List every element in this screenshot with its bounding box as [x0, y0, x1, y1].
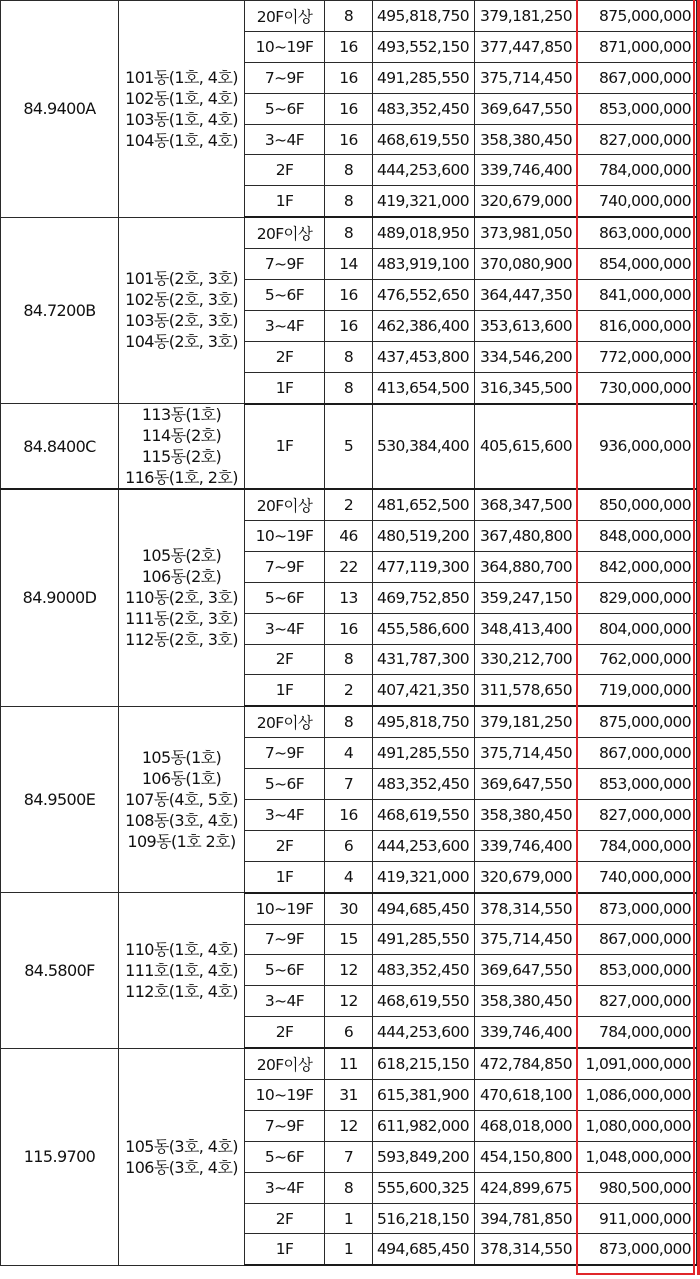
floor-cell: 20F이상: [245, 217, 325, 248]
sale-price-cell: 867,000,000: [578, 924, 697, 955]
edge-cell: [697, 986, 700, 1017]
building-line: 102동(1호, 4호): [125, 88, 238, 108]
unit-count-cell: 7: [325, 1141, 373, 1172]
floor-cell: 20F이상: [245, 1048, 325, 1079]
unit-count-cell: 8: [325, 341, 373, 372]
building-line: 109동(1호 2호): [127, 831, 236, 851]
building-price-cell: 339,746,400: [475, 830, 578, 861]
edge-cell: [697, 1110, 700, 1141]
unit-count-cell: 8: [325, 1172, 373, 1203]
land-price-cell: 491,285,550: [373, 924, 475, 955]
floor-cell: 3~4F: [245, 1172, 325, 1203]
sale-price-cell: 863,000,000: [578, 217, 697, 248]
building-line: 102동(2호, 3호): [125, 290, 238, 310]
edge-cell: [697, 372, 700, 403]
edge-cell: [697, 1172, 700, 1203]
building-line: 108동(3호, 4호): [125, 810, 238, 830]
building-price-cell: 470,618,100: [475, 1080, 578, 1111]
unit-count-cell: 16: [325, 93, 373, 124]
building-line: 110동(2호, 3호): [125, 588, 238, 608]
sale-price-cell: 827,000,000: [578, 124, 697, 155]
land-price-cell: 413,654,500: [373, 372, 475, 403]
land-price-cell: 431,787,300: [373, 644, 475, 675]
floor-cell: 3~4F: [245, 799, 325, 830]
table-row: [1, 706, 700, 737]
floor-cell: 20F이상: [245, 1, 325, 32]
floor-cell: 2F: [245, 155, 325, 186]
sale-price-cell: 853,000,000: [578, 769, 697, 800]
unit-type-cell: 84.9500E: [1, 706, 119, 892]
sale-price-cell: 842,000,000: [578, 551, 697, 582]
land-price-cell: 468,619,550: [373, 799, 475, 830]
unit-count-cell: 8: [325, 186, 373, 217]
land-price-cell: 495,818,750: [373, 706, 475, 737]
sale-price-cell: 829,000,000: [578, 582, 697, 613]
edge-cell: [697, 341, 700, 372]
table-row: [1, 1, 700, 32]
floor-cell: 1F: [245, 186, 325, 217]
unit-count-cell: 8: [325, 155, 373, 186]
floor-cell: 1F: [245, 404, 325, 490]
edge-cell: [697, 1080, 700, 1111]
edge-cell: [697, 310, 700, 341]
sale-price-cell: 850,000,000: [578, 489, 697, 520]
unit-count-cell: 2: [325, 489, 373, 520]
table-row: [1, 404, 700, 490]
edge-cell: [697, 644, 700, 675]
land-price-cell: 483,352,450: [373, 769, 475, 800]
land-price-cell: 494,685,450: [373, 893, 475, 924]
unit-count-cell: 46: [325, 520, 373, 551]
edge-cell: [697, 893, 700, 924]
land-price-cell: 419,321,000: [373, 186, 475, 217]
edge-cell: [697, 738, 700, 769]
floor-cell: 5~6F: [245, 1141, 325, 1172]
land-price-cell: 493,552,150: [373, 31, 475, 62]
sale-price-cell: 873,000,000: [578, 1234, 697, 1265]
building-list-cell: [119, 404, 245, 490]
building-list-cell: [119, 893, 245, 1048]
floor-cell: 10~19F: [245, 1080, 325, 1111]
sale-price-cell: 911,000,000: [578, 1203, 697, 1234]
edge-cell: [697, 93, 700, 124]
floor-cell: 7~9F: [245, 551, 325, 582]
edge-cell: [697, 186, 700, 217]
floor-cell: 1F: [245, 1234, 325, 1265]
sale-price-cell: 875,000,000: [578, 1, 697, 32]
building-price-cell: 358,380,450: [475, 986, 578, 1017]
land-price-cell: 491,285,550: [373, 738, 475, 769]
unit-count-cell: 30: [325, 893, 373, 924]
land-price-cell: 483,352,450: [373, 955, 475, 986]
floor-cell: 7~9F: [245, 924, 325, 955]
building-price-cell: 358,380,450: [475, 799, 578, 830]
edge-cell: [697, 613, 700, 644]
sale-price-cell: 848,000,000: [578, 520, 697, 551]
edge-cell: [697, 217, 700, 248]
edge-cell: [697, 799, 700, 830]
unit-type-cell: 84.7200B: [1, 217, 119, 403]
sale-price-cell: 980,500,000: [578, 1172, 697, 1203]
land-price-cell: 469,752,850: [373, 582, 475, 613]
edge-cell: [697, 249, 700, 280]
building-price-cell: 339,746,400: [475, 1017, 578, 1048]
unit-count-cell: 8: [325, 372, 373, 403]
edge-cell: [697, 1017, 700, 1048]
building-list-cell: [119, 489, 245, 706]
land-price-cell: 483,352,450: [373, 93, 475, 124]
land-price-cell: 407,421,350: [373, 675, 475, 706]
building-line: 112동(2호, 3호): [125, 630, 238, 650]
building-line: 107동(4호, 5호): [125, 789, 238, 809]
sale-price-cell: 873,000,000: [578, 893, 697, 924]
building-line: 116동(1호, 2호): [125, 468, 238, 488]
building-price-cell: 378,314,550: [475, 1234, 578, 1265]
building-price-cell: 316,345,500: [475, 372, 578, 403]
land-price-cell: 489,018,950: [373, 217, 475, 248]
building-price-cell: 370,080,900: [475, 249, 578, 280]
unit-count-cell: 22: [325, 551, 373, 582]
edge-cell: [697, 551, 700, 582]
sale-price-cell: 1,086,000,000: [578, 1080, 697, 1111]
floor-cell: 5~6F: [245, 280, 325, 311]
land-price-cell: 480,519,200: [373, 520, 475, 551]
land-price-cell: 530,384,400: [373, 404, 475, 490]
floor-cell: 7~9F: [245, 249, 325, 280]
edge-cell: [697, 155, 700, 186]
building-price-cell: 311,578,650: [475, 675, 578, 706]
building-line: 101동(2호, 3호): [125, 269, 238, 289]
edge-cell: [697, 582, 700, 613]
building-line: 105동(1호): [141, 747, 222, 767]
building-price-cell: 378,314,550: [475, 893, 578, 924]
floor-cell: 2F: [245, 644, 325, 675]
floor-cell: 7~9F: [245, 1110, 325, 1141]
land-price-cell: 611,982,000: [373, 1110, 475, 1141]
unit-count-cell: 16: [325, 31, 373, 62]
land-price-cell: 516,218,150: [373, 1203, 475, 1234]
land-price-cell: 437,453,800: [373, 341, 475, 372]
sale-price-cell: 784,000,000: [578, 155, 697, 186]
table-row: [1, 893, 700, 924]
unit-count-cell: 16: [325, 124, 373, 155]
floor-cell: 2F: [245, 1203, 325, 1234]
unit-count-cell: 13: [325, 582, 373, 613]
floor-cell: 7~9F: [245, 738, 325, 769]
edge-cell: [697, 1203, 700, 1234]
floor-cell: 2F: [245, 830, 325, 861]
building-price-cell: 424,899,675: [475, 1172, 578, 1203]
floor-cell: 7~9F: [245, 62, 325, 93]
land-price-cell: 468,619,550: [373, 124, 475, 155]
building-line: 113동(1호): [141, 405, 222, 425]
edge-cell: [697, 31, 700, 62]
building-price-cell: 369,647,550: [475, 955, 578, 986]
building-line: 111동(2호, 3호): [125, 609, 238, 629]
land-price-cell: 494,685,450: [373, 1234, 475, 1265]
table-row: [1, 217, 700, 248]
building-price-cell: 369,647,550: [475, 93, 578, 124]
edge-cell: [697, 924, 700, 955]
unit-count-cell: 11: [325, 1048, 373, 1079]
building-price-cell: 364,880,700: [475, 551, 578, 582]
floor-cell: 1F: [245, 861, 325, 892]
unit-count-cell: 12: [325, 955, 373, 986]
land-price-cell: 419,321,000: [373, 861, 475, 892]
sale-price-cell: 1,048,000,000: [578, 1141, 697, 1172]
land-price-cell: 491,285,550: [373, 62, 475, 93]
edge-cell: [697, 706, 700, 737]
land-price-cell: 495,818,750: [373, 1, 475, 32]
building-price-cell: 358,380,450: [475, 124, 578, 155]
building-price-cell: 375,714,450: [475, 738, 578, 769]
land-price-cell: 477,119,300: [373, 551, 475, 582]
building-price-cell: 373,981,050: [475, 217, 578, 248]
building-price-cell: 359,247,150: [475, 582, 578, 613]
floor-cell: 3~4F: [245, 986, 325, 1017]
unit-type-cell: 84.8400C: [1, 404, 119, 490]
sale-price-cell: 853,000,000: [578, 955, 697, 986]
sale-price-cell: 719,000,000: [578, 675, 697, 706]
floor-cell: 5~6F: [245, 955, 325, 986]
building-price-cell: 330,212,700: [475, 644, 578, 675]
floor-cell: 5~6F: [245, 769, 325, 800]
building-price-cell: 379,181,250: [475, 1, 578, 32]
floor-cell: 10~19F: [245, 520, 325, 551]
edge-cell: [697, 1, 700, 32]
floor-cell: 10~19F: [245, 31, 325, 62]
sale-price-cell: 936,000,000: [578, 404, 697, 490]
sale-price-cell: 827,000,000: [578, 986, 697, 1017]
table-row: [1, 1048, 700, 1079]
floor-cell: 5~6F: [245, 93, 325, 124]
building-line: 101동(1호, 4호): [125, 67, 238, 87]
building-price-cell: 375,714,450: [475, 62, 578, 93]
sale-price-cell: 1,091,000,000: [578, 1048, 697, 1079]
edge-cell: [697, 830, 700, 861]
unit-count-cell: 16: [325, 280, 373, 311]
floor-cell: 10~19F: [245, 893, 325, 924]
unit-count-cell: 2: [325, 675, 373, 706]
edge-cell: [697, 404, 700, 490]
building-price-cell: 454,150,800: [475, 1141, 578, 1172]
sale-price-cell: 784,000,000: [578, 830, 697, 861]
edge-cell: [697, 1141, 700, 1172]
unit-count-cell: 1: [325, 1203, 373, 1234]
sale-price-cell: 827,000,000: [578, 799, 697, 830]
unit-count-cell: 8: [325, 1, 373, 32]
building-price-cell: 394,781,850: [475, 1203, 578, 1234]
sale-price-cell: 740,000,000: [578, 186, 697, 217]
sale-price-cell: 841,000,000: [578, 280, 697, 311]
unit-type-cell: 84.5800F: [1, 893, 119, 1048]
sale-price-cell: 875,000,000: [578, 706, 697, 737]
edge-cell: [697, 62, 700, 93]
floor-cell: 1F: [245, 675, 325, 706]
unit-count-cell: 16: [325, 799, 373, 830]
unit-count-cell: 8: [325, 644, 373, 675]
edge-cell: [697, 489, 700, 520]
floor-cell: 2F: [245, 341, 325, 372]
building-price-cell: 472,784,850: [475, 1048, 578, 1079]
land-price-cell: 476,552,650: [373, 280, 475, 311]
sale-price-cell: 816,000,000: [578, 310, 697, 341]
unit-count-cell: 15: [325, 924, 373, 955]
land-price-cell: 444,253,600: [373, 1017, 475, 1048]
edge-cell: [697, 124, 700, 155]
floor-cell: 1F: [245, 372, 325, 403]
floor-cell: 20F이상: [245, 489, 325, 520]
sale-price-cell: 762,000,000: [578, 644, 697, 675]
sale-price-cell: 1,080,000,000: [578, 1110, 697, 1141]
unit-type-cell: 84.9400A: [1, 1, 119, 218]
building-line: 114동(2호): [141, 426, 222, 446]
unit-count-cell: 4: [325, 738, 373, 769]
floor-cell: 3~4F: [245, 124, 325, 155]
sale-price-cell: 854,000,000: [578, 249, 697, 280]
land-price-cell: 444,253,600: [373, 155, 475, 186]
unit-count-cell: 1: [325, 1234, 373, 1265]
land-price-cell: 555,600,325: [373, 1172, 475, 1203]
land-price-cell: 593,849,200: [373, 1141, 475, 1172]
building-line: 106동(2호): [141, 567, 222, 587]
unit-count-cell: 4: [325, 861, 373, 892]
building-price-cell: 364,447,350: [475, 280, 578, 311]
unit-count-cell: 12: [325, 1110, 373, 1141]
building-price-cell: 348,413,400: [475, 613, 578, 644]
building-list-cell: [119, 217, 245, 403]
edge-cell: [697, 769, 700, 800]
land-price-cell: 455,586,600: [373, 613, 475, 644]
land-price-cell: 444,253,600: [373, 830, 475, 861]
edge-cell: [697, 1048, 700, 1079]
sale-price-cell: 871,000,000: [578, 31, 697, 62]
unit-count-cell: 7: [325, 769, 373, 800]
unit-count-cell: 16: [325, 62, 373, 93]
floor-cell: 5~6F: [245, 582, 325, 613]
edge-cell: [697, 1234, 700, 1265]
building-line: 111호(1호, 4호): [125, 960, 238, 980]
unit-count-cell: 16: [325, 310, 373, 341]
land-price-cell: 483,919,100: [373, 249, 475, 280]
building-price-cell: 375,714,450: [475, 924, 578, 955]
edge-cell: [697, 675, 700, 706]
sale-price-cell: 740,000,000: [578, 861, 697, 892]
floor-cell: 3~4F: [245, 613, 325, 644]
building-price-cell: 468,018,000: [475, 1110, 578, 1141]
sale-price-cell: 804,000,000: [578, 613, 697, 644]
floor-cell: 3~4F: [245, 310, 325, 341]
building-line: 112호(1호, 4호): [125, 981, 238, 1001]
unit-type-cell: 115.9700: [1, 1048, 119, 1265]
building-line: 104동(2호, 3호): [125, 332, 238, 352]
building-price-cell: 320,679,000: [475, 186, 578, 217]
building-price-cell: 353,613,600: [475, 310, 578, 341]
building-line: 110동(1호, 4호): [125, 939, 238, 959]
sale-price-cell: 772,000,000: [578, 341, 697, 372]
building-line: 103동(2호, 3호): [125, 311, 238, 331]
edge-cell: [697, 520, 700, 551]
building-line: 106동(1호): [141, 768, 222, 788]
building-price-cell: 368,347,500: [475, 489, 578, 520]
floor-cell: 2F: [245, 1017, 325, 1048]
building-price-cell: 405,615,600: [475, 404, 578, 490]
sale-price-cell: 867,000,000: [578, 62, 697, 93]
building-price-cell: 377,447,850: [475, 31, 578, 62]
building-line: 106동(3호, 4호): [125, 1157, 238, 1177]
unit-count-cell: 8: [325, 217, 373, 248]
sale-price-cell: 853,000,000: [578, 93, 697, 124]
unit-count-cell: 14: [325, 249, 373, 280]
price-table-body: [1, 1, 700, 1266]
sale-price-cell: 730,000,000: [578, 372, 697, 403]
building-price-cell: 369,647,550: [475, 769, 578, 800]
land-price-cell: 468,619,550: [373, 986, 475, 1017]
sale-price-cell: 867,000,000: [578, 738, 697, 769]
land-price-cell: 618,215,150: [373, 1048, 475, 1079]
land-price-cell: 481,652,500: [373, 489, 475, 520]
building-line: 115동(2호): [141, 447, 222, 467]
land-price-cell: 462,386,400: [373, 310, 475, 341]
building-list-cell: [119, 706, 245, 892]
building-list-cell: [119, 1, 245, 218]
building-line: 104동(1호, 4호): [125, 130, 238, 150]
unit-count-cell: 5: [325, 404, 373, 490]
building-price-cell: 367,480,800: [475, 520, 578, 551]
unit-count-cell: 6: [325, 1017, 373, 1048]
land-price-cell: 615,381,900: [373, 1080, 475, 1111]
building-line: 105동(2호): [141, 546, 222, 566]
building-price-cell: 379,181,250: [475, 706, 578, 737]
building-price-cell: 320,679,000: [475, 861, 578, 892]
unit-count-cell: 16: [325, 613, 373, 644]
edge-cell: [697, 280, 700, 311]
table-row: [1, 489, 700, 520]
building-line: 103동(1호, 4호): [125, 109, 238, 129]
unit-count-cell: 31: [325, 1080, 373, 1111]
edge-cell: [697, 861, 700, 892]
sale-price-cell: 784,000,000: [578, 1017, 697, 1048]
unit-count-cell: 8: [325, 706, 373, 737]
unit-type-cell: 84.9000D: [1, 489, 119, 706]
floor-cell: 20F이상: [245, 706, 325, 737]
building-price-cell: 334,546,200: [475, 341, 578, 372]
building-list-cell: [119, 1048, 245, 1265]
unit-count-cell: 6: [325, 830, 373, 861]
building-line: 105동(3호, 4호): [125, 1136, 238, 1156]
building-price-cell: 339,746,400: [475, 155, 578, 186]
edge-cell: [697, 955, 700, 986]
unit-count-cell: 12: [325, 986, 373, 1017]
